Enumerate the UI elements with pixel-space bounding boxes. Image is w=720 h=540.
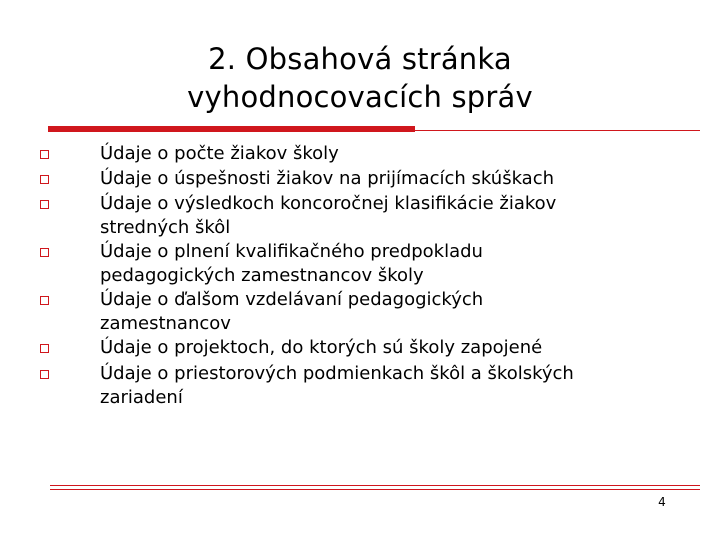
list-item-text: Údaje o úspešnosti žiakov na prijímacích skúškach bbox=[100, 168, 555, 189]
slide-title bbox=[60, 40, 660, 116]
list-item-text: Údaje o výsledkoch koncoročnej klasifikácie žiakov stredných škôl bbox=[100, 193, 557, 238]
list-item-text: Údaje o počte žiakov školy bbox=[100, 143, 339, 164]
footer-divider bbox=[50, 485, 700, 491]
hollow-square-bullet-icon bbox=[40, 175, 49, 184]
hollow-square-bullet-icon bbox=[40, 370, 49, 379]
hollow-square-bullet-icon bbox=[40, 200, 49, 209]
title-divider-thick bbox=[48, 126, 415, 132]
list-item-text: Údaje o ďalšom vzdelávaní pedagogických zamestnancov bbox=[100, 289, 484, 334]
title-divider bbox=[48, 126, 700, 132]
hollow-square-bullet-icon bbox=[40, 296, 49, 305]
hollow-square-bullet-icon bbox=[40, 150, 49, 159]
hollow-square-bullet-icon bbox=[40, 248, 49, 257]
hollow-square-bullet-icon bbox=[40, 344, 49, 353]
slide-title-line-1: 2. Obsahová stránka bbox=[208, 42, 512, 76]
title-divider-thin bbox=[415, 130, 700, 131]
list-item-text: Údaje o plnení kvalifikačného predpokladu pedagogických zamestnancov školy bbox=[100, 241, 483, 286]
list-item-text: Údaje o priestorových podmienkach škôl a školských zariadení bbox=[100, 363, 574, 408]
page-number: 4 bbox=[658, 495, 666, 509]
footer-divider-line-2 bbox=[50, 489, 700, 490]
slide-title-line-2: vyhodnocovacích správ bbox=[187, 80, 533, 114]
list-item-text: Údaje o projektoch, do ktorých sú školy zapojené bbox=[100, 337, 543, 358]
footer-divider-line-1 bbox=[50, 485, 700, 486]
